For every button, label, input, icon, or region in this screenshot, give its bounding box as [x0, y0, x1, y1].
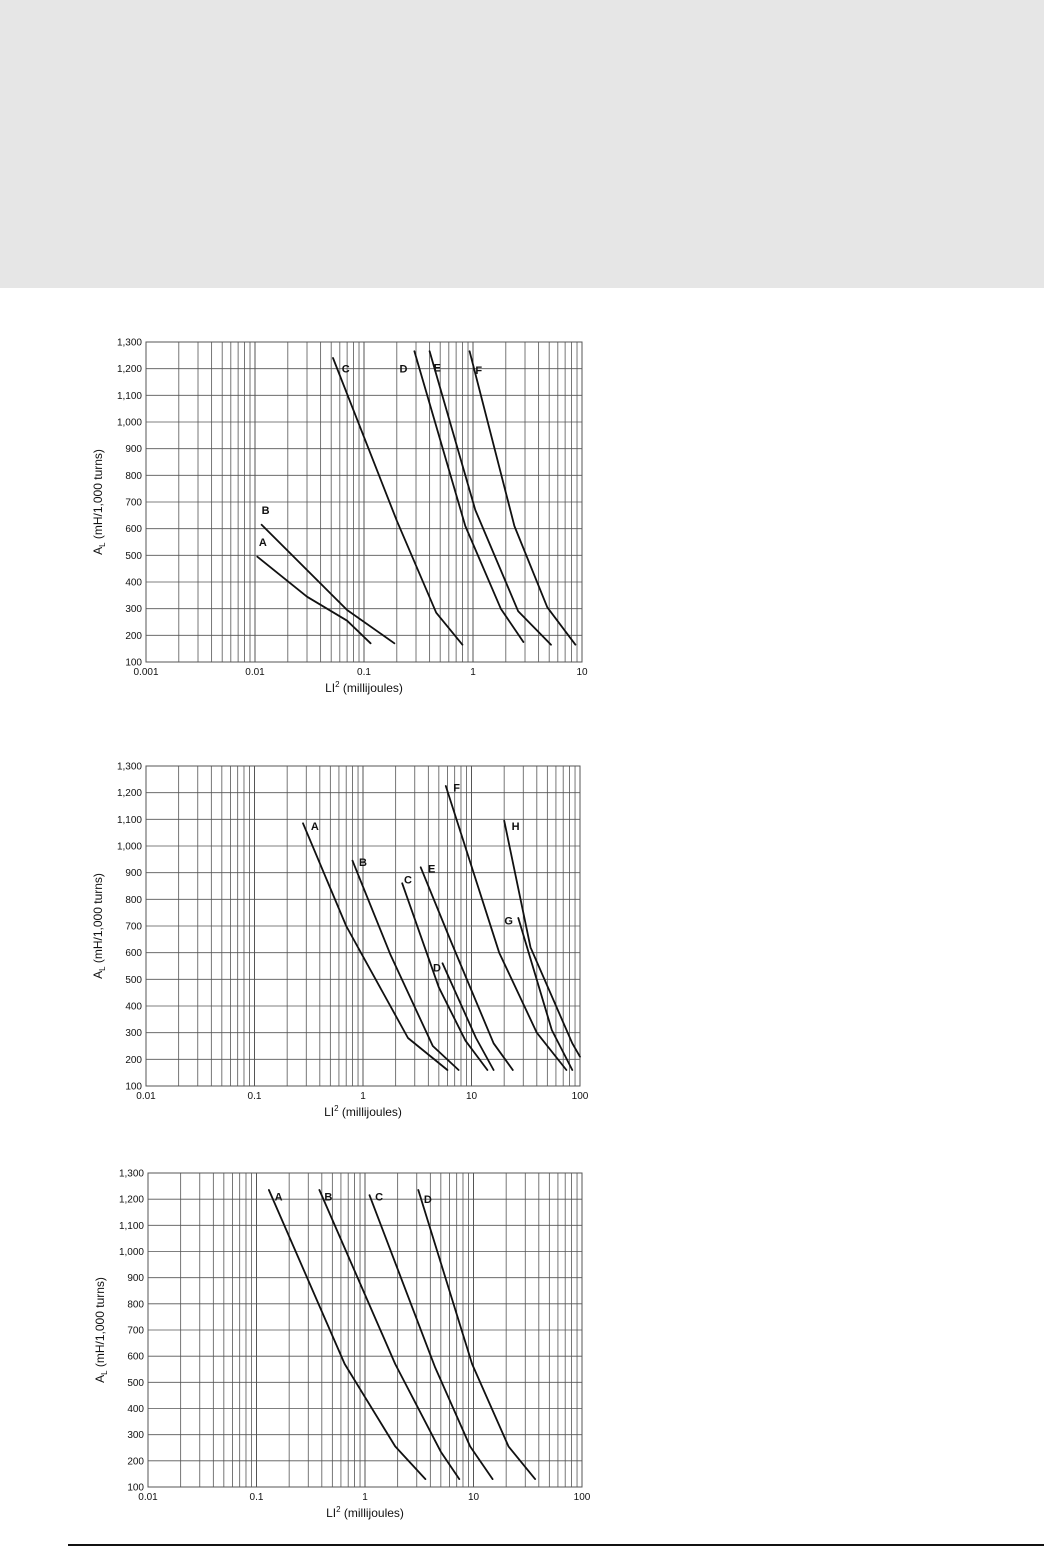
chart-1-y-tick-label: 1,100: [116, 390, 142, 402]
chart-1-label-f: F: [475, 365, 483, 377]
chart-3-label-c: C: [375, 1191, 384, 1204]
chart-1-y-axis-title: $A_L$ (mH/1,000 turns): [91, 449, 107, 555]
chart-2-label-e: E: [428, 863, 436, 876]
chart-2: [80, 752, 600, 1134]
chart-1-y-tick-label: 900: [125, 444, 142, 456]
chart-2-y-tick-label: 500: [125, 974, 142, 986]
chart-2-label-a: A: [310, 821, 319, 833]
chart-3-y-tick-label: 1,200: [118, 1194, 144, 1206]
chart-2-x-tick-label: 0.1: [247, 1091, 262, 1102]
chart-1-y-tick-label: 500: [125, 550, 142, 562]
chart-2-y-tick-label: 600: [125, 948, 142, 960]
chart-3-x-tick-label: 0.1: [249, 1492, 264, 1503]
chart-2-label-d: D: [432, 962, 441, 975]
chart-2-y-tick-label: 1,100: [116, 814, 142, 826]
chart-2-y-tick-label: 1,200: [116, 788, 142, 800]
chart-1-x-tick-label: 0.1: [357, 667, 371, 678]
chart-2-y-tick-label: 1,000: [116, 841, 142, 853]
chart-3-y-axis-title: $A_L$ (mH/1,000 turns): [93, 1277, 109, 1383]
chart-2-x-tick-label: 100: [571, 1091, 589, 1102]
chart-1-y-tick-label: 600: [125, 524, 142, 536]
chart-1-x-tick-label: 0.01: [245, 667, 265, 678]
chart-3-y-tick-label: 400: [127, 1404, 144, 1415]
chart-2-y-tick-label: 200: [125, 1054, 142, 1066]
chart-3-y-tick-label: 900: [127, 1273, 144, 1285]
chart-1-y-tick-label: 200: [125, 630, 142, 642]
chart-2-y-tick-label: 700: [125, 921, 142, 933]
chart-1-y-tick-label: 1,200: [116, 364, 142, 376]
chart-3-y-tick-label: 1,300: [118, 1168, 144, 1180]
header-band: [0, 0, 1044, 288]
chart-2-y-tick-label: 300: [125, 1028, 142, 1040]
chart-2-y-tick-label: 400: [125, 1001, 142, 1013]
chart-1-label-d: D: [399, 363, 408, 376]
chart-3-y-tick-label: 1,100: [118, 1220, 144, 1232]
chart-2-label-h: H: [511, 821, 520, 833]
chart-1-x-axis-title: $LI^2$ (millijoules): [325, 680, 403, 695]
chart-2-x-tick-label: 10: [465, 1091, 478, 1102]
chart-1-label-e: E: [433, 362, 441, 375]
chart-1-y-tick-label: 400: [125, 577, 142, 589]
chart-1-y-tick-label: 100: [125, 657, 142, 669]
chart-3-label-b: B: [324, 1191, 333, 1204]
chart-2-x-axis-title: $LI^2$ (millijoules): [324, 1104, 402, 1119]
chart-1: [80, 330, 600, 712]
chart-2-label-b: B: [359, 857, 367, 869]
chart-1-x-tick-label: 1: [470, 667, 476, 678]
chart-3-y-tick-label: 800: [127, 1299, 144, 1311]
chart-3-y-tick-label: 600: [127, 1351, 144, 1363]
chart-3: [80, 1160, 600, 1540]
chart-3-label-a: A: [274, 1191, 283, 1204]
chart-3-x-axis-title: $LI^2$ (millijoules): [326, 1505, 404, 1520]
chart-3-x-tick-label: 1: [362, 1492, 368, 1503]
chart-2-label-f: F: [453, 782, 461, 795]
chart-3-label-d: D: [423, 1194, 432, 1207]
chart-1-y-tick-label: 800: [125, 470, 142, 482]
chart-2-y-tick-label: 800: [125, 894, 142, 906]
chart-3-y-tick-label: 200: [127, 1456, 144, 1468]
chart-2-label-g: G: [504, 915, 513, 928]
chart-3-y-tick-label: 700: [127, 1325, 144, 1337]
chart-3-y-tick-label: 1,000: [118, 1247, 144, 1258]
chart-1-x-tick-label: 10: [576, 667, 588, 678]
chart-3-y-tick-label: 300: [127, 1430, 144, 1442]
chart-3-x-tick-label: 100: [573, 1492, 591, 1503]
chart-1-y-tick-label: 700: [125, 497, 142, 509]
chart-2-x-tick-label: 0.01: [136, 1091, 156, 1102]
chart-2-label-c: C: [404, 874, 413, 887]
chart-1-y-tick-label: 1,000: [116, 417, 142, 429]
chart-3-x-tick-label: 10: [467, 1492, 480, 1503]
chart-3-y-tick-label: 500: [127, 1377, 144, 1389]
chart-1-label-c: C: [341, 363, 350, 376]
chart-1-y-tick-label: 1,300: [116, 337, 142, 349]
chart-1-label-b: B: [261, 505, 270, 517]
chart-3-y-tick-label: 100: [127, 1482, 144, 1494]
chart-2-y-tick-label: 900: [125, 868, 142, 880]
chart-1-y-tick-label: 300: [125, 604, 142, 616]
chart-2-y-tick-label: 100: [125, 1081, 142, 1093]
chart-2-y-axis-title: $A_L$ (mH/1,000 turns): [91, 873, 107, 979]
chart-1-label-a: A: [258, 537, 267, 549]
chart-3-x-tick-label: 0.01: [138, 1492, 158, 1503]
chart-1-x-tick-label: 0.001: [133, 667, 159, 678]
chart-2-x-tick-label: 1: [360, 1091, 366, 1102]
footer-rule: [68, 1544, 1044, 1546]
chart-2-y-tick-label: 1,300: [116, 761, 142, 773]
